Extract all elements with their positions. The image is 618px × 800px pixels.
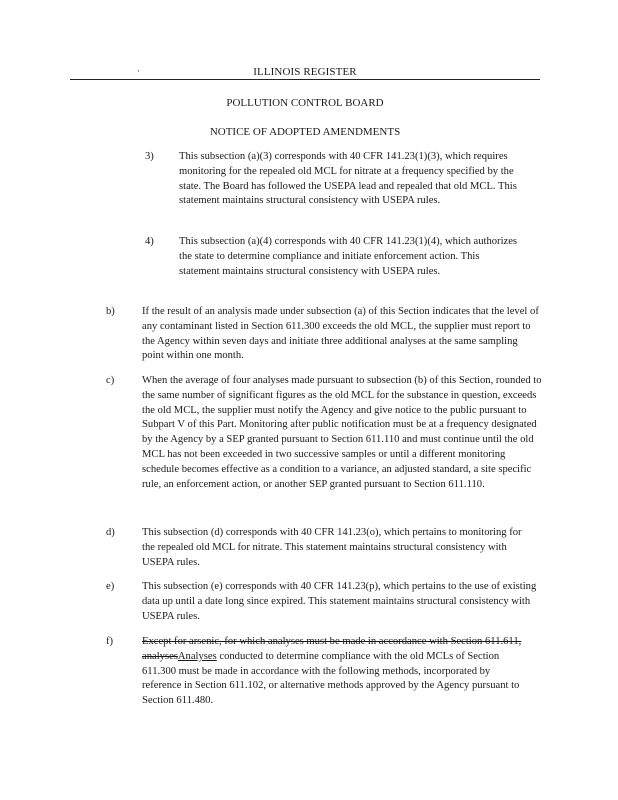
item-c-label: c) <box>106 375 115 386</box>
notice-title: NOTICE OF ADOPTED AMENDMENTS <box>209 126 401 138</box>
item-3-label: 3) <box>145 151 154 162</box>
item-4-label: 4) <box>145 236 154 247</box>
register-header: ILLINOIS REGISTER <box>253 66 357 78</box>
item-b-label: b) <box>106 306 115 317</box>
header-dot: · <box>137 66 140 76</box>
item-d-label: d) <box>106 527 115 538</box>
item-3-text: This subsection (a)(3) corresponds with 40 CFR 141.23(1)(3), which requires monitoring for the repealed old MCL for nitrate at a frequency specified by the state. The Board has followed the USEPA lead and repealed that old MCL. This statement maintains structural consistency with USEPA rules. <box>179 151 517 207</box>
item-f-body <box>142 635 532 709</box>
item-d-text: This subsection (d) corresponds with 40 CFR 141.23(o), which pertains to monitoring for the repealed old MCL for nitrate. This statement maintains structural consistency with USEPA rules. <box>142 527 522 568</box>
item-f-struck-text: Except for arsenic, for which analyses must be made in accordance with Section 611.611, analyses <box>142 636 522 662</box>
item-e-label: e) <box>106 581 115 592</box>
item-4-text: This subsection (a)(4) corresponds with 40 CFR 141.23(1)(4), which authorizes the state to determine compliance and initiate enforcement action. This statement maintains structural consistency with USEPA rules. <box>179 236 518 277</box>
header-rule <box>70 79 540 80</box>
item-f-text: conducted to determine compliance with the old MCLs of Section 611.300 must be made in accordance with the following methods, incorporated by reference in Section 611.102, or alternative methods approved by the Agency pursuant to Section 611.480. <box>142 650 520 707</box>
item-e-text: This subsection (e) corresponds with 40 CFR 141.23(p), which pertains to the use of existing data up until a date long since expired. This statement maintains structural consistency with USEPA rules. <box>142 581 537 622</box>
item-c-text: When the average of four analyses made pursuant to subsection (b) of this Section, rounded to the same number of significant figures as the old MCL for the substance in question, exceeds the old MCL, the supplier must notify the Agency and give notice to the public pursuant to Subpart V of this Part. Monitoring after public notification must be at a frequency designated by the Agency by a SEP granted pursuant to Section 611.110 and must continue until the old MCL has not been exceeded in two successive samples or until a different monitoring schedule becomes effective as a condition to a variance, an adjusted standard, a site specific rule, an enforcement action, or another SEP granted pursuant to Section 611.110. <box>142 375 542 490</box>
item-f-label: f) <box>106 636 114 647</box>
item-b-text: If the result of an analysis made under subsection (a) of this Section indicates that the level of any contaminant listed in Section 611.300 exceeds the old MCL, the supplier must report to the Agency within seven days and initiate three additional analyses at the same sampling point within one month. <box>142 306 539 362</box>
board-title: POLLUTION CONTROL BOARD <box>226 97 384 109</box>
item-f-inserted-text: Analyses <box>177 650 217 662</box>
